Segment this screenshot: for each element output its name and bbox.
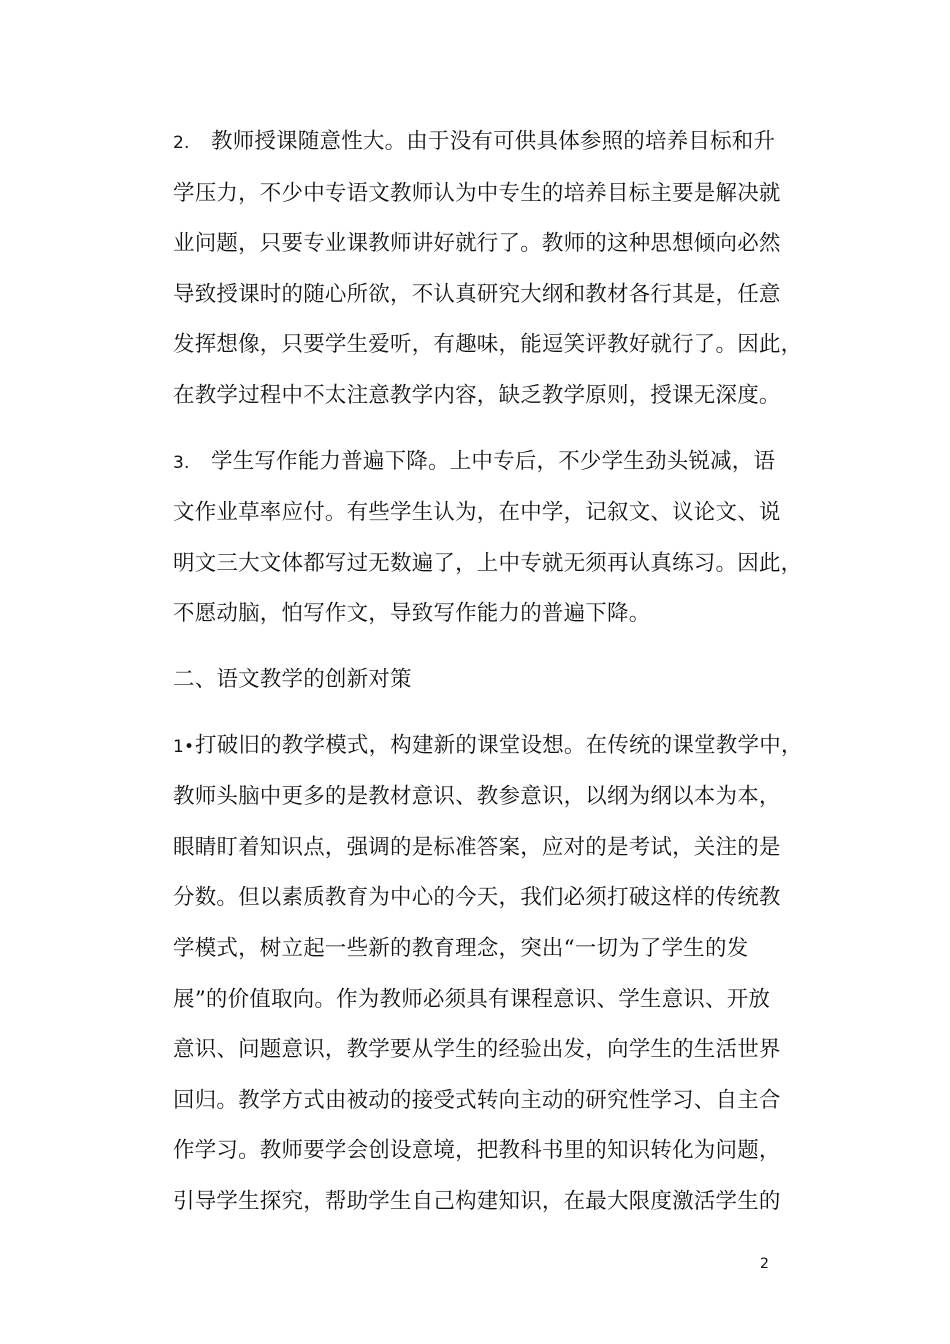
paragraph-item-2 xyxy=(173,117,803,422)
list-marker: 3. xyxy=(173,452,190,473)
page-number: 2 xyxy=(760,1256,769,1272)
text-line: 教师头脑中更多的是教材意识、教参意识，以纲为纲以本为本， xyxy=(173,784,781,810)
text-line: 明文三大文体都写过无数遍了，上中专就无须再认真练习。因此， xyxy=(173,550,803,576)
section-heading xyxy=(173,655,793,706)
text-line: 学模式，树立起一些新的教育理念，突出“一切为了学生的发 xyxy=(173,935,749,961)
text-line: 不愿动脑，怕写作文，导致写作能力的普遍下降。 xyxy=(173,601,651,627)
text-line: 导致授课时的随心所欲，不认真研究大纲和教材各行其是，任意 xyxy=(173,281,781,307)
list-marker: 2. xyxy=(173,133,190,153)
text-line: 眼睛盯着知识点，强调的是标准答案，应对的是考试，关注的是 xyxy=(173,834,781,860)
document-body xyxy=(173,117,803,1242)
text-line: 1•打破旧的教学模式，构建新的课堂设想。在传统的课堂教学中， xyxy=(173,721,793,773)
text-line: 3. 学生写作能力普遍下降。上中专后，不少学生劲头锐减，语 xyxy=(173,437,793,489)
heading-text: 二、语文教学的创新对策 xyxy=(173,666,412,692)
text-line: 业问题，只要专业课教师讲好就行了。教师的这种思想倾向必然 xyxy=(173,231,781,257)
list-marker: 1• xyxy=(173,736,195,757)
text-line: 意识、问题意识，教学要从学生的经验出发，向学生的生活世界 xyxy=(173,1037,781,1063)
text-line: 发挥想像，只要学生爱听，有趣味，能逗笑评教好就行了。因此， xyxy=(173,332,803,358)
text-line: 分数。但以素质教育为中心的今天，我们必须打破这样的传统教 xyxy=(173,885,781,911)
paragraph-item-1 xyxy=(173,721,803,1228)
text-line: 展”的价值取向。作为教师必须具有课程意识、学生意识、开放 xyxy=(173,986,771,1012)
text-line: 学压力，不少中专语文教师认为中专生的培养目标主要是解决就 xyxy=(173,180,781,206)
text-line: 引导学生探究，帮助学生自己构建知识，在最大限度激活学生的 xyxy=(173,1188,781,1214)
text-line: 文作业草率应付。有些学生认为，在中学，记叙文、议论文、说 xyxy=(173,500,781,526)
text-line: 作学习。教师要学会创设意境，把教科书里的知识转化为问题， xyxy=(173,1138,781,1164)
text-line: 回归。教学方式由被动的接受式转向主动的研究性学习、自主合 xyxy=(173,1087,781,1113)
text-line: 在教学过程中不太注意教学内容，缺乏教学原则，授课无深度。 xyxy=(173,382,781,408)
paragraph-item-3 xyxy=(173,437,803,640)
text-line: 2. 教师授课随意性大。由于没有可供具体参照的培养目标和升 xyxy=(173,117,793,169)
